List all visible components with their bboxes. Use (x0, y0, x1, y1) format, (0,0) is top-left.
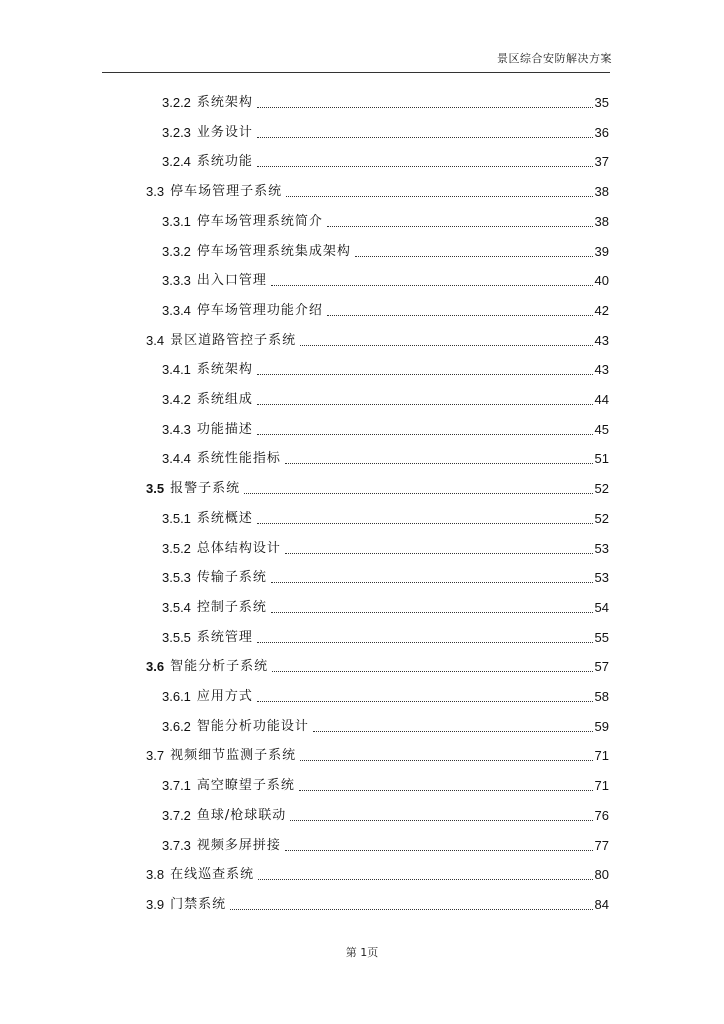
toc-entry-title: 停车场管理子系统 (170, 184, 283, 200)
toc-dot-leader (355, 256, 593, 257)
toc-dot-leader (258, 879, 592, 880)
toc-entry-title: 报警子系统 (170, 481, 241, 497)
toc-entry-page-number: 36 (594, 124, 609, 140)
toc-entry-number: 3.4.1 (162, 362, 191, 378)
toc-entry[interactable] (162, 384, 609, 408)
toc-dot-leader (257, 107, 593, 108)
toc-entry-page-number: 42 (594, 302, 609, 318)
toc-entry[interactable] (146, 473, 609, 497)
toc-entry-number: 3.6 (146, 659, 165, 675)
toc-entry-page-number: 80 (594, 867, 609, 883)
toc-entry[interactable] (146, 740, 609, 764)
toc-entry-page-number: 57 (594, 659, 609, 675)
toc-entry-number: 3.2.3 (162, 124, 191, 140)
toc-entry-number: 3.5 (146, 481, 165, 497)
toc-dot-leader (257, 374, 593, 375)
toc-entry-title: 智能分析功能设计 (196, 718, 309, 734)
toc-entry-title: 系统概述 (196, 510, 253, 526)
toc-entry-number: 3.7 (146, 748, 165, 764)
toc-entry-page-number: 55 (594, 629, 609, 645)
toc-entry[interactable] (162, 711, 609, 735)
toc-entry-title: 应用方式 (196, 689, 253, 704)
toc-entry-title: 系统架构 (196, 95, 253, 110)
toc-entry[interactable] (162, 503, 609, 527)
toc-dot-leader (285, 553, 593, 554)
toc-dot-leader (285, 850, 593, 851)
toc-entry-number: 3.7.3 (162, 837, 191, 853)
toc-entry-page-number: 43 (594, 362, 609, 378)
toc-entry[interactable] (162, 265, 609, 289)
toc-entry-number: 3.2.4 (162, 154, 191, 170)
toc-entry-page-number: 53 (594, 570, 609, 586)
toc-entry-page-number: 59 (594, 718, 609, 734)
toc-entry-number: 3.5.5 (162, 629, 191, 645)
toc-entry[interactable] (162, 117, 609, 141)
toc-entry[interactable] (162, 354, 609, 378)
toc-dot-leader (313, 731, 593, 732)
toc-entry-title: 门禁系统 (170, 896, 227, 912)
toc-entry-page-number: 37 (594, 154, 609, 170)
toc-entry[interactable] (162, 622, 609, 646)
toc-entry-page-number: 40 (594, 273, 609, 289)
toc-entry[interactable] (146, 889, 609, 913)
toc-entry-number: 3.4 (146, 332, 165, 348)
toc-entry-page-number: 71 (594, 778, 609, 794)
toc-entry-page-number: 51 (594, 451, 609, 467)
toc-entry[interactable] (146, 859, 609, 883)
toc-entry-title: 传输子系统 (196, 570, 267, 586)
toc-entry-title: 系统组成 (196, 392, 253, 407)
toc-dot-leader (257, 404, 593, 405)
toc-entry[interactable] (162, 236, 609, 260)
toc-entry[interactable] (162, 681, 609, 705)
toc-entry-number: 3.4.3 (162, 421, 191, 437)
toc-entry-title: 系统性能指标 (196, 451, 281, 467)
toc-entry-number: 3.5.3 (162, 570, 191, 586)
toc-dot-leader (257, 701, 593, 702)
toc-entry[interactable] (162, 443, 609, 467)
toc-dot-leader (271, 285, 593, 286)
toc-entry[interactable] (162, 87, 609, 111)
toc-entry[interactable] (146, 651, 609, 675)
toc-dot-leader (257, 434, 593, 435)
toc-entry[interactable] (162, 206, 609, 230)
toc-entry-number: 3.7.2 (162, 807, 191, 823)
toc-dot-leader (271, 582, 593, 583)
toc-entry-title: 功能描述 (196, 421, 253, 437)
toc-entry[interactable] (162, 800, 609, 824)
toc-entry-number: 3.6.2 (162, 718, 191, 734)
toc-entry[interactable] (162, 533, 609, 557)
toc-entry-title: 出入口管理 (196, 273, 267, 289)
toc-entry-title: 系统管理 (196, 629, 253, 645)
toc-entry-number: 3.5.2 (162, 540, 191, 556)
toc-entry-page-number: 52 (594, 510, 609, 526)
toc-entry-number: 3.9 (146, 896, 165, 912)
toc-entry[interactable] (146, 176, 609, 200)
toc-entry-number: 3.6.1 (162, 689, 191, 704)
toc-entry-page-number: 45 (594, 421, 609, 437)
page-number-footer: 第 1页 (345, 946, 379, 959)
toc-entry[interactable] (162, 770, 609, 794)
toc-entry-page-number: 52 (594, 481, 609, 497)
toc-dot-leader (244, 493, 592, 494)
toc-entry-title: 业务设计 (196, 124, 253, 140)
toc-entry-page-number: 77 (594, 837, 609, 853)
running-header-title: 景区综合安防解决方案 (497, 52, 612, 65)
toc-entry-title: 系统架构 (196, 362, 253, 378)
toc-entry-page-number: 44 (594, 392, 609, 407)
toc-dot-leader (300, 345, 592, 346)
toc-dot-leader (285, 463, 593, 464)
toc-entry-title: 视频多屏拼接 (196, 837, 281, 853)
toc-entry-title: 停车场管理系统简介 (196, 213, 323, 229)
toc-entry-number: 3.4.2 (162, 392, 191, 407)
toc-entry-page-number: 39 (594, 243, 609, 259)
toc-entry[interactable] (146, 325, 609, 349)
toc-entry-number: 3.3 (146, 184, 165, 200)
toc-dot-leader (257, 137, 593, 138)
toc-entry-number: 3.8 (146, 867, 165, 883)
toc-entry-number: 3.2.2 (162, 95, 191, 110)
toc-dot-leader (327, 226, 593, 227)
toc-dot-leader (290, 820, 592, 821)
toc-dot-leader (286, 196, 592, 197)
toc-dot-leader (257, 642, 593, 643)
toc-dot-leader (327, 315, 593, 316)
toc-entry-page-number: 43 (594, 332, 609, 348)
toc-entry-page-number: 58 (594, 689, 609, 704)
toc-entry-number: 3.4.4 (162, 451, 191, 467)
toc-entry-title: 系统功能 (196, 154, 253, 170)
toc-entry-title: 停车场管理系统集成架构 (196, 243, 351, 259)
toc-entry[interactable] (162, 830, 609, 854)
toc-entry-page-number: 53 (594, 540, 609, 556)
toc-entry-title: 鱼球/枪球联动 (196, 807, 287, 823)
toc-entry-title: 视频细节监测子系统 (170, 748, 297, 764)
toc-entry-title: 停车场管理功能介绍 (196, 302, 323, 318)
toc-entry[interactable] (162, 592, 609, 616)
toc-entry-number: 3.7.1 (162, 778, 191, 794)
toc-entry-title: 总体结构设计 (196, 540, 281, 556)
toc-entry-page-number: 38 (594, 184, 609, 200)
toc-entry-page-number: 38 (594, 213, 609, 229)
header-rule (102, 72, 610, 73)
toc-entry[interactable] (162, 295, 609, 319)
toc-dot-leader (272, 671, 592, 672)
toc-entry-page-number: 84 (594, 896, 609, 912)
toc-entry-page-number: 71 (594, 748, 609, 764)
toc-entry-title: 控制子系统 (196, 599, 267, 615)
toc-entry-title: 高空瞭望子系统 (196, 778, 295, 794)
toc-dot-leader (257, 166, 593, 167)
toc-entry-number: 3.5.4 (162, 599, 191, 615)
toc-entry-number: 3.3.2 (162, 243, 191, 259)
toc-entry-page-number: 35 (594, 95, 609, 110)
toc-entry[interactable] (162, 562, 609, 586)
toc-entry-number: 3.3.1 (162, 213, 191, 229)
toc-entry-title: 智能分析子系统 (170, 659, 269, 675)
toc-dot-leader (257, 523, 593, 524)
toc-entry-page-number: 54 (594, 599, 609, 615)
toc-entry-title: 景区道路管控子系统 (170, 332, 297, 348)
toc-dot-leader (299, 790, 593, 791)
toc-entry-title: 在线巡查系统 (170, 867, 255, 883)
toc-entry[interactable] (162, 414, 609, 438)
toc-entry-number: 3.3.4 (162, 302, 191, 318)
toc-dot-leader (271, 612, 593, 613)
toc-entry-page-number: 76 (594, 807, 609, 823)
toc-dot-leader (230, 909, 592, 910)
toc-entry-number: 3.5.1 (162, 510, 191, 526)
toc-entry[interactable] (162, 146, 609, 170)
toc-dot-leader (300, 760, 592, 761)
toc-entry-number: 3.3.3 (162, 273, 191, 289)
